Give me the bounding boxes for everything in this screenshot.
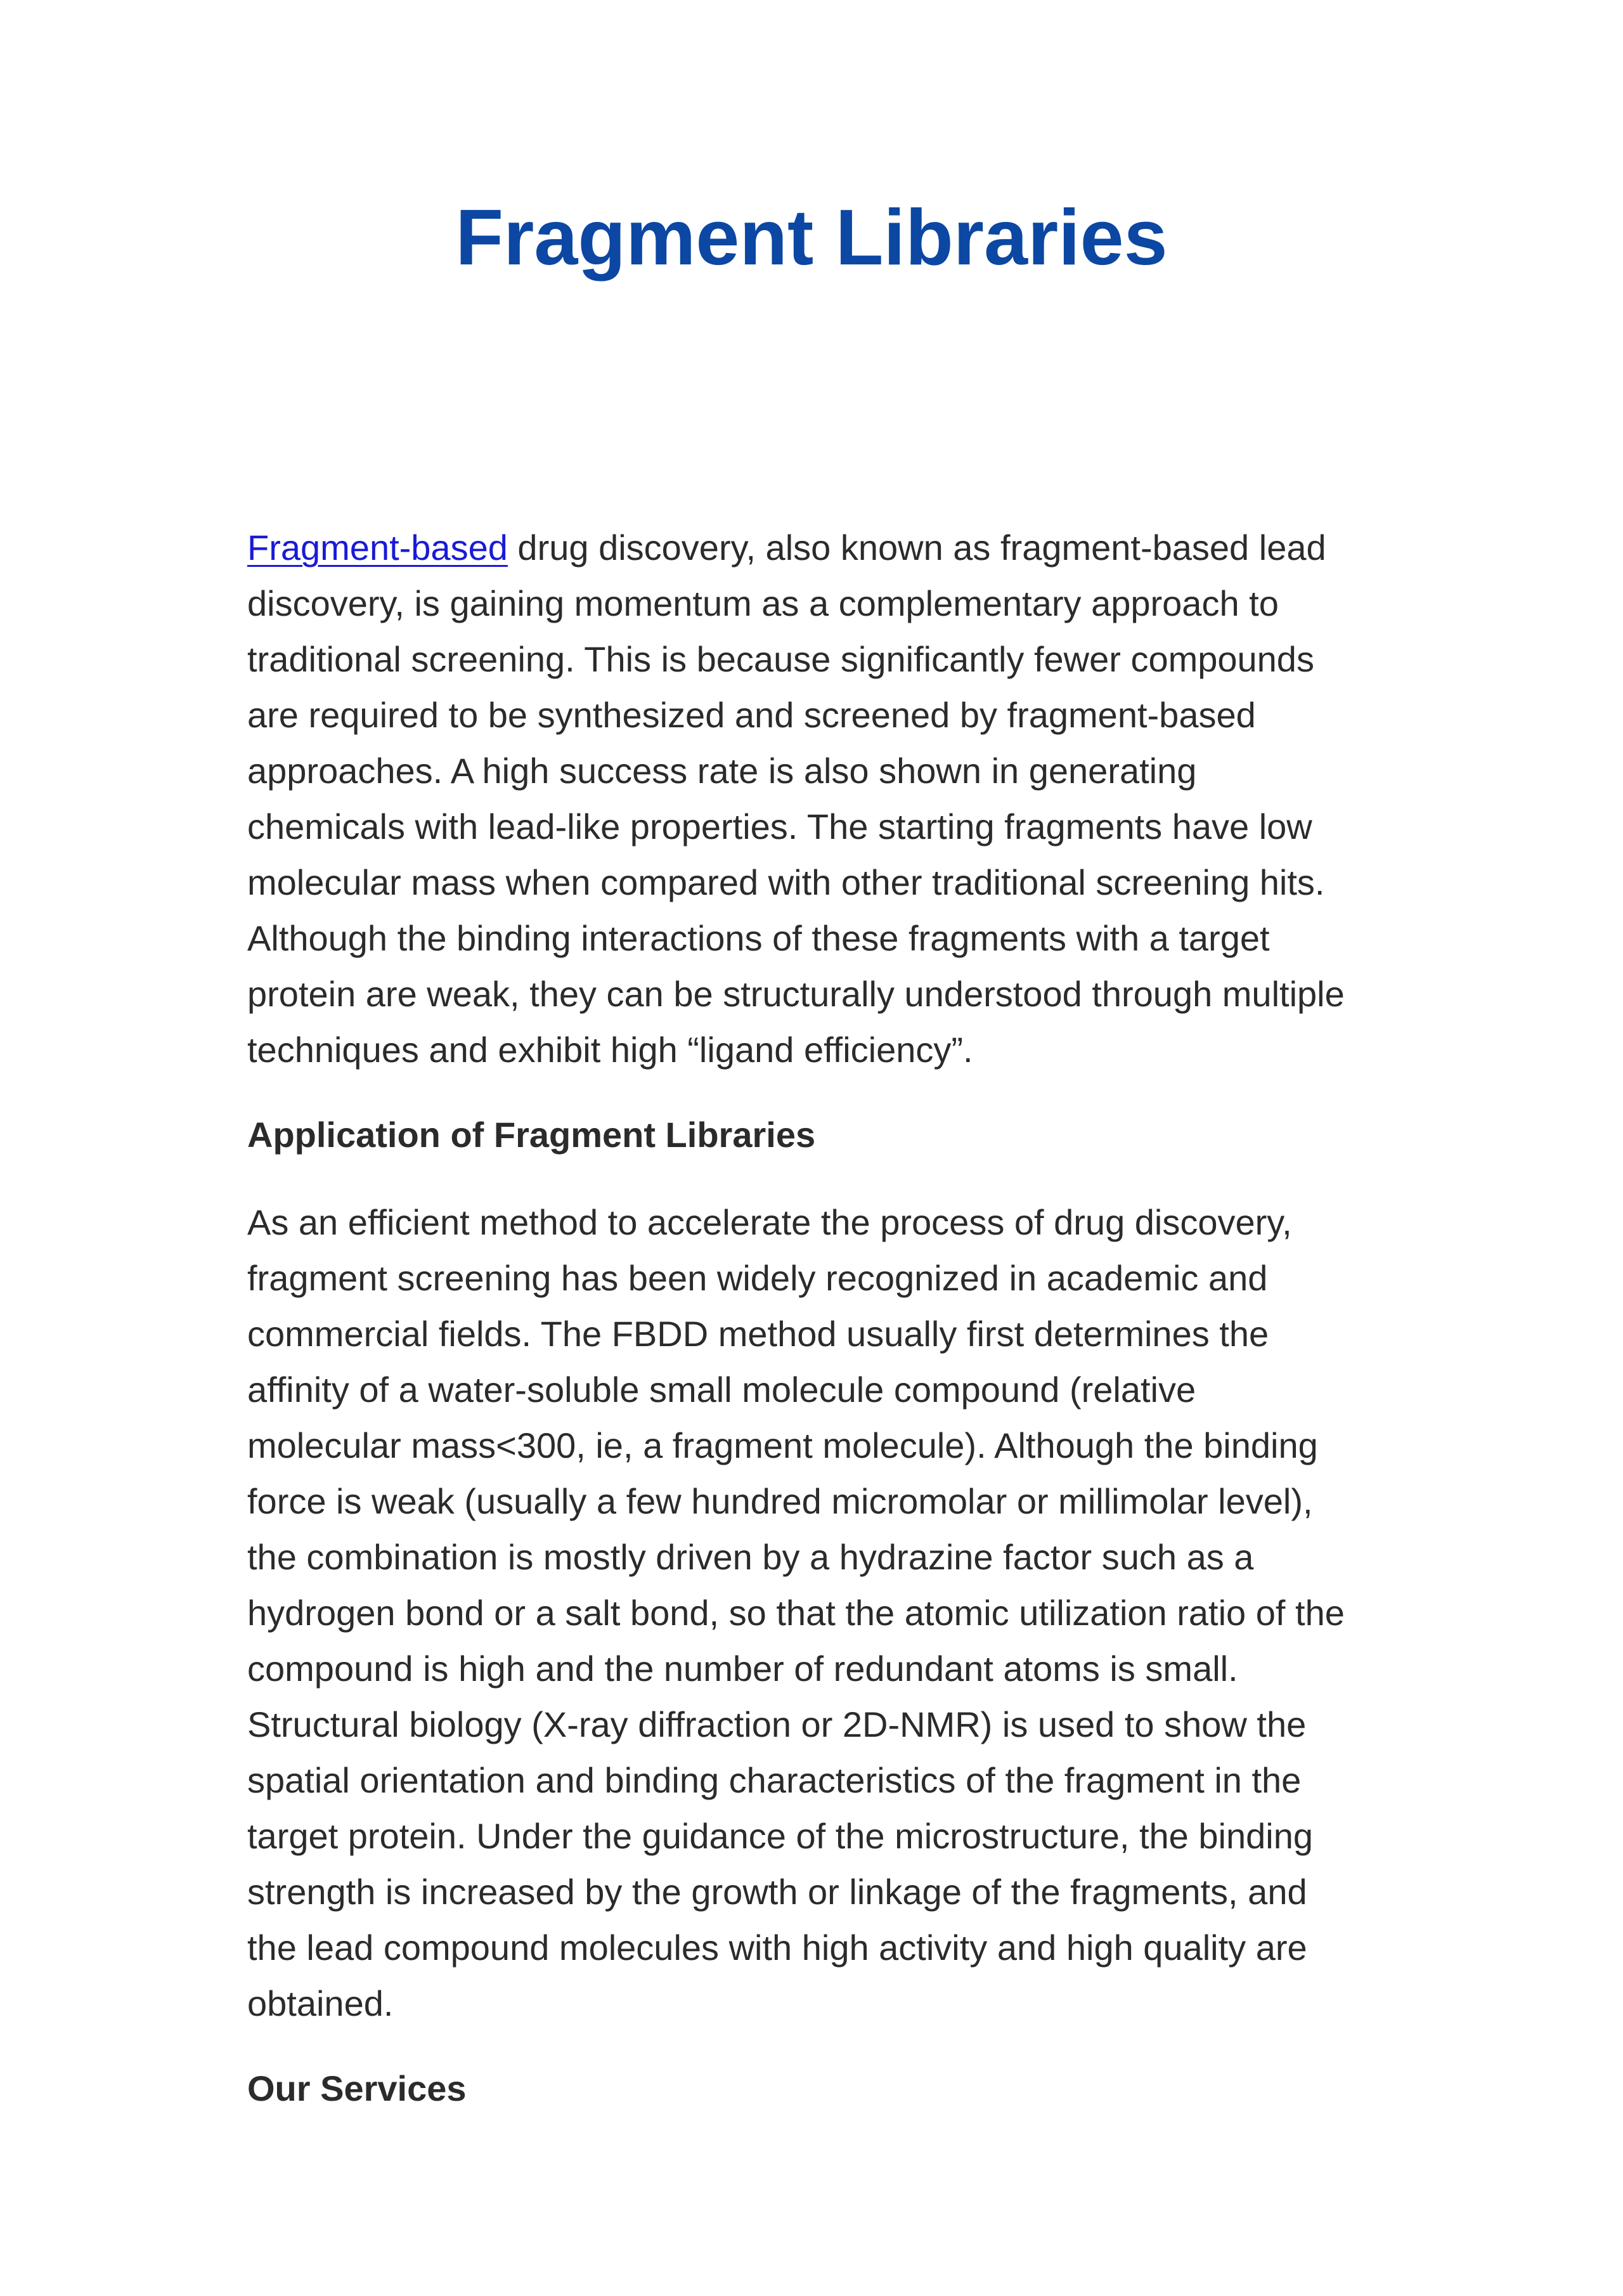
document-content (247, 520, 1395, 2117)
spacer (247, 2032, 1395, 2061)
spacer (247, 1163, 1395, 1195)
section-heading-application: Application of Fragment Libraries (247, 1115, 816, 1155)
fragment-based-link[interactable]: Fragment-based (247, 528, 508, 568)
spacer (247, 1078, 1395, 1107)
intro-paragraph (247, 520, 1395, 1078)
page-title: Fragment Libraries (455, 194, 1168, 282)
application-paragraph: As an efficient method to accelerate the process of drug discovery, fragment screening has been widely recognized in academic and commercial fields. The FBDD method usually first determines the affinity of a water-soluble small molecule compound (relative molecular mass<300, ie, a fragment molecule). Although the binding force is weak (usually a few hundred micromolar or millimolar level), the combination is mostly driven by a hydrazine factor such as a hydrogen bond or a salt bond, so that the atomic utilization ratio of the compound is high and the number of redundant atoms is small. Structural biology (X-ray diffraction or 2D-NMR) is used to show the spatial orientation and binding characteristics of the fragment in the target protein. Under the guidance of the microstructure, the binding strength is increased by the growth or linkage of the fragments, and the lead compound molecules with high activity and high quality are obtained. (247, 1202, 1345, 2023)
section-heading-services: Our Services (247, 2068, 467, 2108)
intro-paragraph-text: drug discovery, also known as fragment-based lead discovery, is gaining momentum as a complementary approach to traditional screening. This is because significantly fewer compounds are required to be synthesized and screened by fragment-based approaches. A high success rate is also shown in generating chemicals with lead-like properties. The starting fragments have low molecular mass when compared with other traditional screening hits. Although the binding interactions of these fragments with a target protein are weak, they can be structurally understood through multiple techniques and exhibit high “ligand efficiency”. (247, 528, 1345, 1070)
